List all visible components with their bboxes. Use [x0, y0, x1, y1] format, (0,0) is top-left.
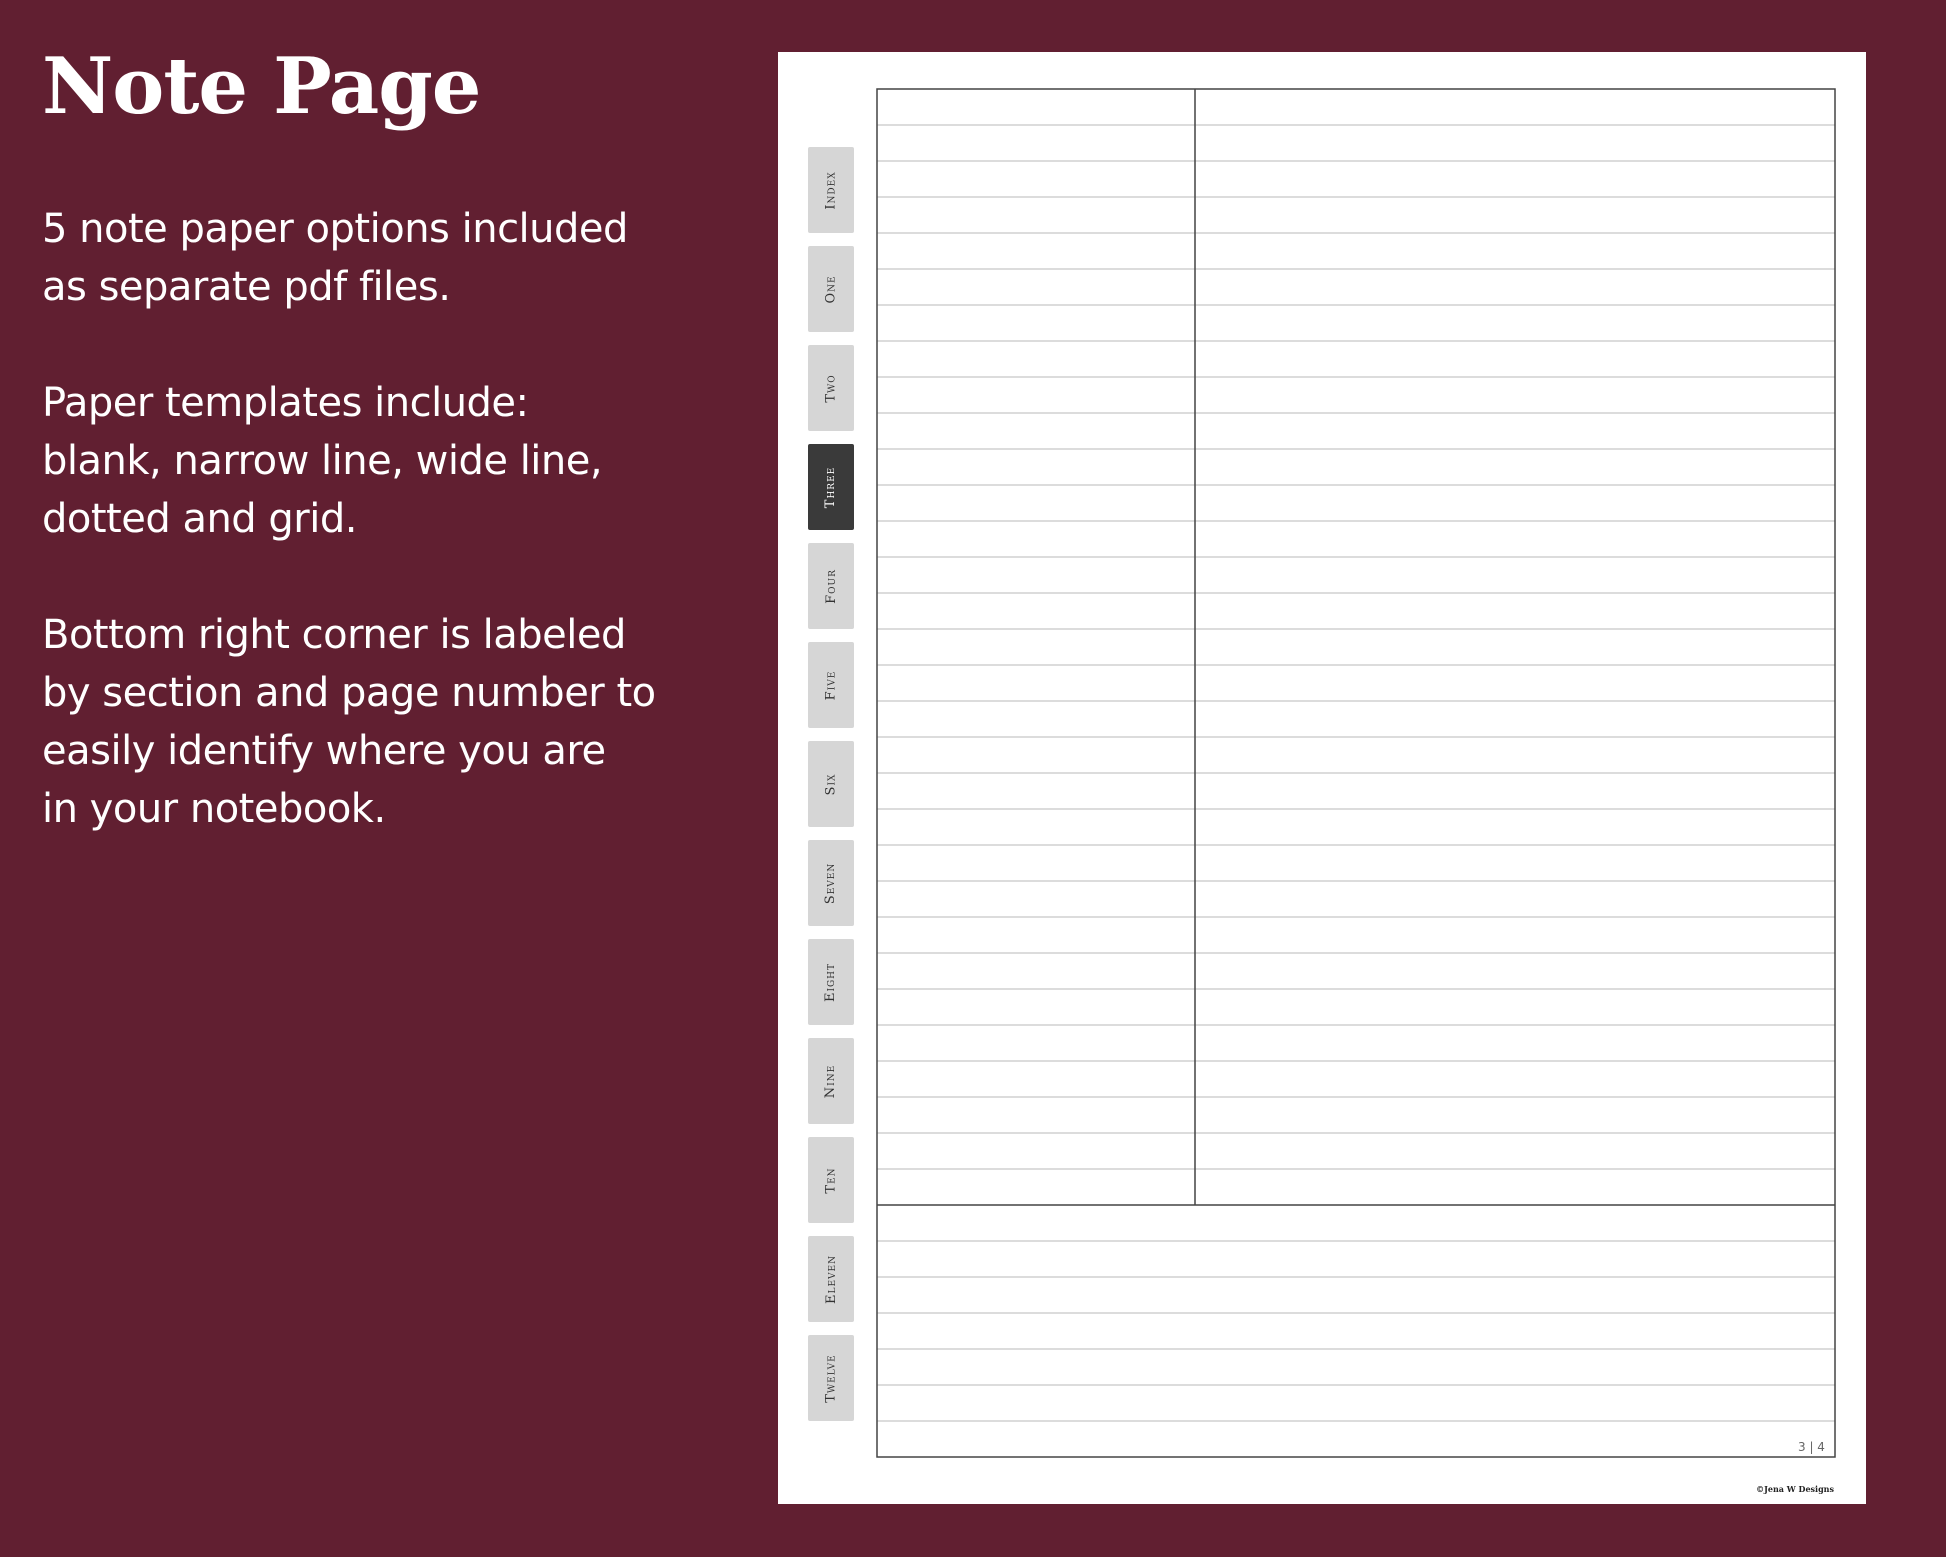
description-paragraph-labeling: [42, 606, 682, 838]
tab-label: Twelve: [823, 1353, 839, 1403]
tab-label: Three: [823, 466, 839, 508]
tab-label: Nine: [823, 1064, 839, 1098]
tab-label: Ten: [823, 1166, 839, 1194]
description-paragraph-templates: [42, 374, 682, 548]
tab-label: One: [823, 274, 839, 304]
tab-label: Two: [823, 373, 839, 403]
description-line: in your notebook.: [42, 786, 386, 832]
description-line: by section and page number to: [42, 670, 656, 716]
description-line: Paper templates include:: [42, 380, 529, 426]
tab-label: Index: [823, 170, 839, 210]
copyright-text: ©Jena W Designs: [1756, 1484, 1834, 1494]
tab-label: Seven: [823, 862, 839, 904]
description-line: blank, narrow line, wide line,: [42, 438, 603, 484]
description-paragraph-options: [42, 200, 682, 316]
tab-label: Five: [823, 670, 839, 700]
ruled-lines: [877, 125, 1835, 1421]
note-page-preview: [778, 52, 1866, 1504]
description-line: as separate pdf files.: [42, 264, 451, 310]
page-number: 3 | 4: [1798, 1440, 1825, 1454]
cornell-note-grid: [778, 52, 1866, 1504]
tab-label: Eight: [823, 962, 839, 1002]
tab-label: Eleven: [823, 1254, 839, 1304]
description-line: dotted and grid.: [42, 496, 357, 542]
description-line: easily identify where you are: [42, 728, 606, 774]
tab-label: Six: [823, 773, 839, 795]
description-line: 5 note paper options included: [42, 206, 628, 252]
description-line: Bottom right corner is labeled: [42, 612, 626, 658]
tab-label: Four: [823, 568, 839, 604]
page-title: Note Page: [42, 41, 481, 132]
